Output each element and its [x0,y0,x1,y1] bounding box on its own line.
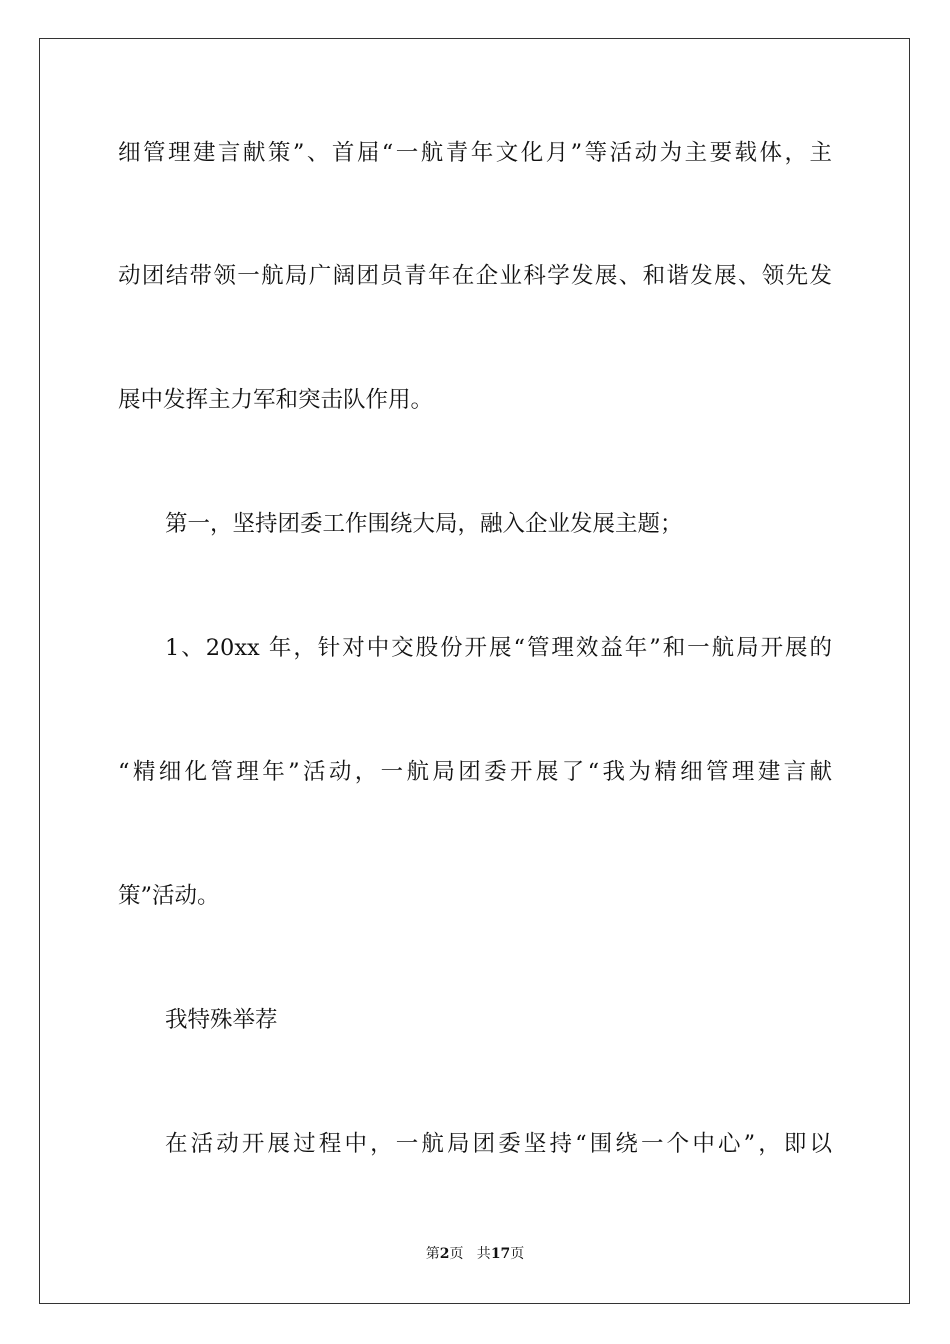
body-line-4: 第一，坚持团委工作围绕大局，融入企业发展主题； [165,511,683,537]
page-number-footer [0,1244,950,1264]
footer-current-page: 2 [439,1246,450,1262]
body-line-7: 策”活动。 [118,883,220,909]
body-line-6: “精细化管理年”活动，一航局团委开展了“我为精细管理建言献 [118,759,832,785]
footer-suffix: 页 [510,1246,525,1262]
body-line-9: 在活动开展过程中，一航局团委坚持“围绕一个中心”，即以 [165,1131,832,1157]
body-line-8: 我特殊举荐 [165,1007,278,1033]
body-line-3: 展中发挥主力军和突击队作用。 [118,387,434,413]
body-line-1: 细管理建言献策”、首届“一航青年文化月”等活动为主要载体，主 [118,140,832,166]
body-line-2: 动团结带领一航局广阔团员青年在企业科学发展、和谐发展、领先发 [118,263,832,289]
page-frame [39,38,910,1304]
footer-mid: 页 共 [449,1246,491,1262]
body-line-5: 1、20xx 年，针对中交股份开展“管理效益年”和一航局开展的 [165,635,832,661]
footer-total-pages: 17 [490,1246,511,1262]
footer-prefix: 第 [425,1246,440,1262]
